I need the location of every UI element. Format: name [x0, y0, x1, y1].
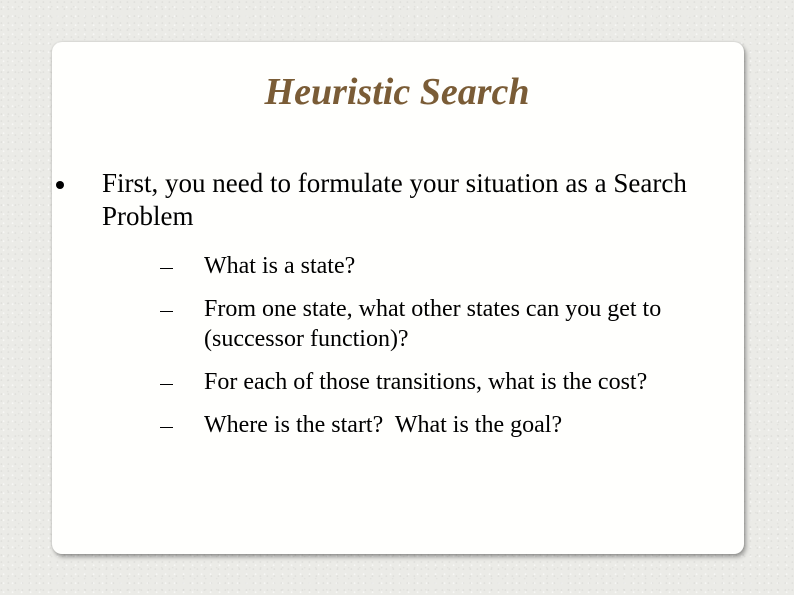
- sub-bullet-state: What is a state?: [204, 253, 356, 279]
- main-bullet-text: First, you need to formulate your situation as a Search Problem: [102, 168, 687, 231]
- dash-bullet-icon: [160, 311, 173, 312]
- slide-title: Heuristic Search: [264, 71, 530, 113]
- bullet-dot-icon: [56, 181, 64, 189]
- sub-bullet-cost: For each of those transitions, what is the cost?: [204, 369, 648, 395]
- dash-bullet-icon: [160, 384, 173, 385]
- sub-bullet-start-goal: Where is the start? What is the goal?: [204, 412, 563, 438]
- dash-bullet-icon: [160, 427, 173, 428]
- dash-bullet-icon: [160, 268, 173, 269]
- sub-bullet-successor: From one state, what other states can you get to (successor function)?: [204, 296, 662, 352]
